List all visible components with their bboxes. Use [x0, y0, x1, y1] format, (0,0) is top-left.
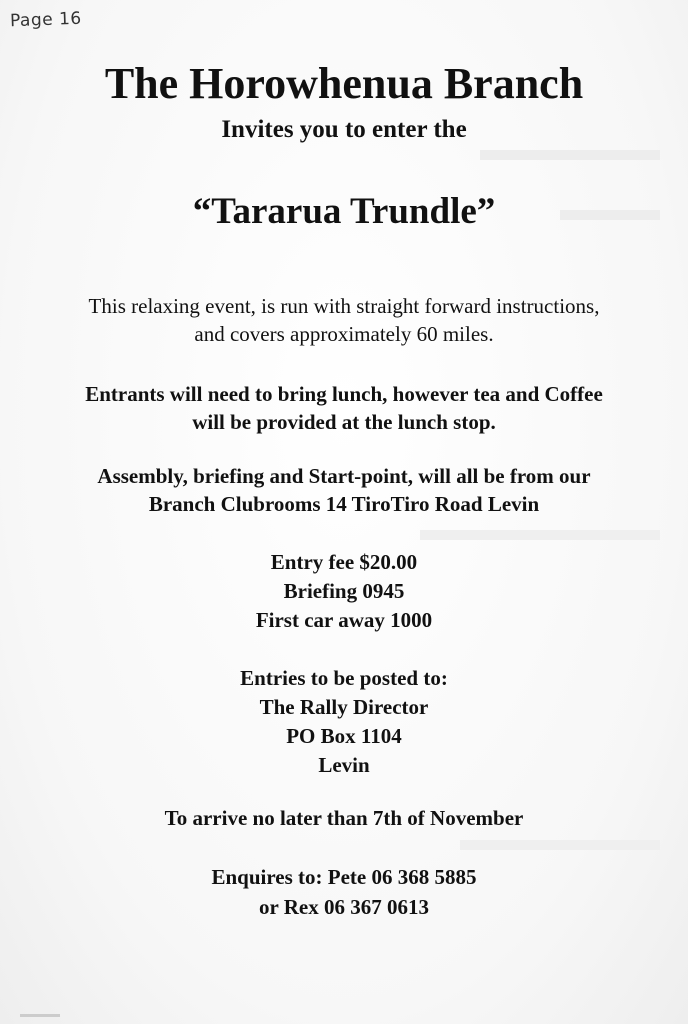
lunch-line-2: will be provided at the lunch stop.	[192, 410, 496, 434]
postal-box: PO Box 1104	[286, 724, 402, 748]
first-car-time: First car away 1000	[255, 608, 433, 632]
reverse-side-bleed	[460, 840, 660, 850]
lunch-line-1: Entrants will need to bring lunch, however tea and Coffee	[85, 382, 603, 406]
lunch-notice	[0, 380, 688, 436]
briefing-time: Briefing 0945	[283, 579, 405, 603]
description-line-2: and covers approximately 60 miles.	[194, 322, 494, 346]
reverse-side-bleed	[420, 530, 660, 540]
postal-recipient: The Rally Director	[259, 695, 429, 719]
invite-line: Invites you to enter the	[221, 116, 467, 143]
schedule-block	[0, 548, 688, 635]
enquiries-block	[0, 862, 688, 922]
event-name: “Tararua Trundle”	[192, 191, 496, 232]
deadline-notice: To arrive no later than 7th of November	[164, 806, 524, 830]
description-line-1: This relaxing event, is run with straight forward instructions,	[88, 294, 600, 318]
assembly-notice	[0, 462, 688, 518]
assembly-line-1: Assembly, briefing and Start-point, will all be from our	[97, 464, 591, 488]
postal-address	[0, 664, 688, 780]
enquiries-line-2: or Rex 06 367 0613	[259, 895, 429, 919]
reverse-side-bleed	[480, 150, 660, 160]
branch-title: The Horowhenua Branch	[104, 59, 584, 108]
scan-edge-mark	[20, 1014, 60, 1017]
postal-heading: Entries to be posted to:	[240, 666, 448, 690]
page-number-handwritten: Page 16	[9, 8, 83, 32]
assembly-line-2: Branch Clubrooms 14 TiroTiro Road Levin	[148, 492, 540, 516]
postal-town: Levin	[318, 753, 370, 777]
event-description	[0, 292, 688, 348]
entry-fee: Entry fee $20.00	[270, 550, 418, 574]
enquiries-line-1: Enquires to: Pete 06 368 5885	[211, 865, 477, 889]
